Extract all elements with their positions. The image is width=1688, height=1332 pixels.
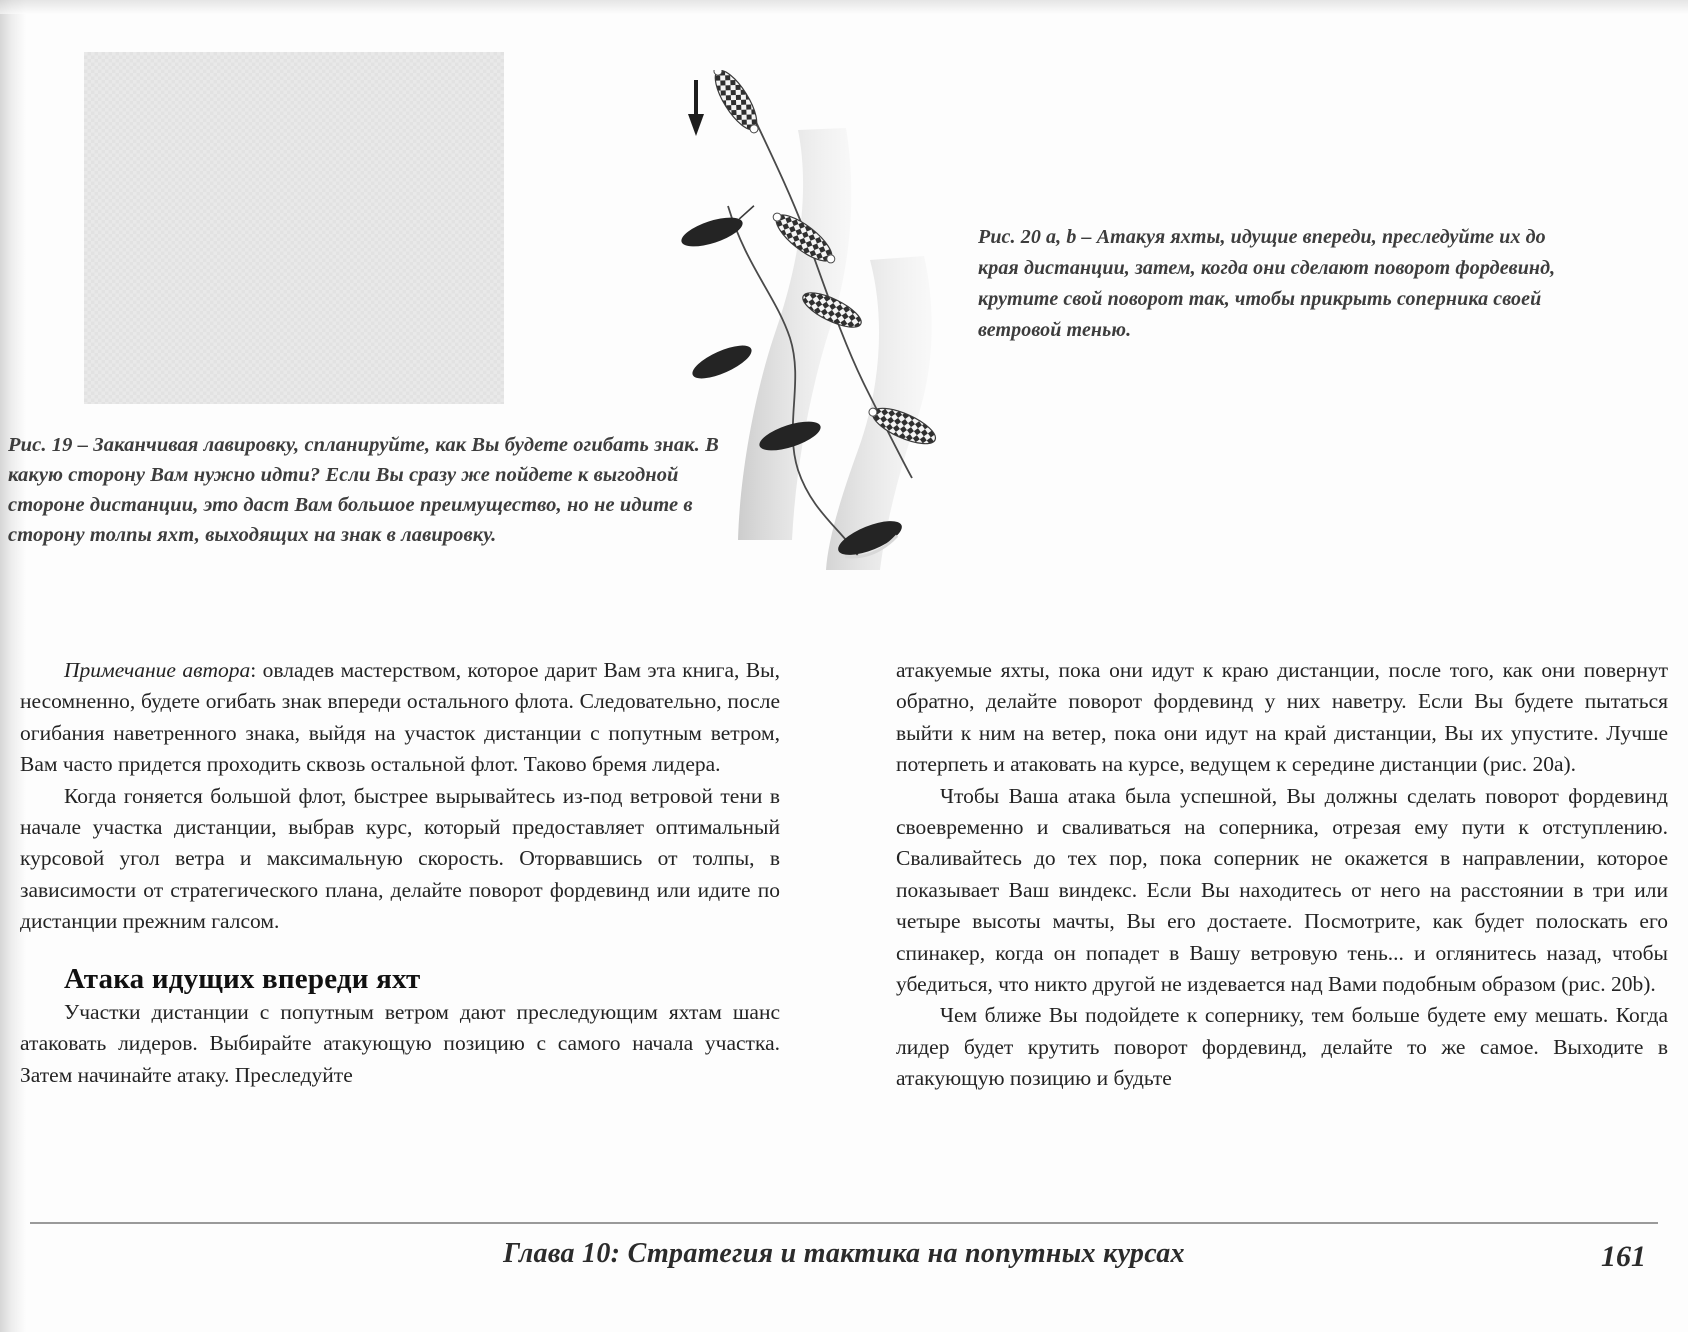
- footer-divider: [30, 1222, 1658, 1224]
- figure-20-artwork: [680, 70, 1020, 600]
- paragraph-continued-attacked-boats: атакуемые яхты, пока они идут к краю дистанции, после того, как они повернут обратно, делайте поворот фордевинд у них наветру. Если Вы будете пытаться выйти к ним на ветер, пока они идут на край дистанции, Вы их упустите. Лучше потерпеть и атаковать на курсе, ведущем к середине дистанции (рис. 20а).: [896, 658, 1668, 777]
- footer-page-number: 161: [1601, 1240, 1646, 1273]
- author-note-label: Примечание автора: [64, 658, 251, 682]
- figure-20-caption: Рис. 20 a, b – Атакуя яхты, идущие впереди, преследуйте их до края дистанции, затем, когда они сделают поворот фордевинд, крутите свой поворот так, чтобы прикрыть соперника своей ветровой тенью.: [978, 226, 1556, 341]
- body-column-left: [20, 655, 780, 1091]
- section-title-attack-boats-ahead: Атака идущих впереди яхт: [64, 962, 421, 995]
- figure-20-attacking-boats-ahead-diagram: [680, 70, 1010, 590]
- paragraph-closer-to-opponent: Чем ближе Вы подойдете к сопернику, тем больше будете ему мешать. Когда лидер будет крутить поворот фордевинд, делайте то же самое. Выходите в атакующую позицию и будьте: [896, 1003, 1668, 1091]
- body-column-right: [896, 655, 1668, 1095]
- wind-arrow-top: [688, 80, 704, 136]
- figure-19-background-plate: [84, 52, 504, 404]
- footer-chapter-title: Глава 10: Стратегия и тактика на попутных курсах: [503, 1238, 1185, 1269]
- wind-shadow-band-a: [738, 128, 851, 540]
- scan-edge-shadow-top: [0, 0, 1688, 14]
- figure-19-caption: Рис. 19 – Заканчивая лавировку, спланируйте, как Вы будете огибать знак. В какую сторону Вам нужно идти? Если Вы сразу же пойдете к выгодной стороне дистанции, это даст Вам большое преимущество, но не идите в сторону толпы яхт, выходящих на знак в лавировку.: [8, 434, 719, 546]
- paragraph-successful-attack: Чтобы Ваша атака была успешной, Вы должны сделать поворот фордевинд своевременно и сваливаться на соперника, отрезая ему пути к отступлению. Сваливайтесь до тех пор, пока соперник не окажется в направлении, которое показывает Ваш виндекс. Если Вы находитесь от него на расстоянии в три или четыре высоты мачты, Вы его достаете. Посмотрите, как будет полоскать его спинакер, когда он попадет в Вашу ветровую тень... и оглянитесь назад, чтобы убедиться, что никто другой не издевается над Вами подобным образом (рис. 20b).: [896, 783, 1668, 997]
- figure-19-mark-rounding-diagram: [84, 52, 504, 404]
- author-note-text: : овладев мастерством, которое дарит Вам эта книга, Вы, несомненно, будете огибать знак впереди остального флота. Следовательно, после огибания наветренного знака, выйдя на участок дистанции с попутным ветром, Вам часто придется проходить сквозь остальной флот. Таково бремя лидера.: [20, 658, 780, 777]
- paragraph-author-note: [20, 655, 780, 781]
- paragraph-downwind-legs: Участки дистанции с попутным ветром дают преследующим яхтам шанс атаковать лидеров. Выбирайте атакующую позицию с самого начала участка. Затем начинайте атаку. Преследуйте: [20, 1000, 780, 1087]
- paragraph-big-fleet: Когда гоняется большой флот, быстрее вырывайтесь из-под ветровой тени в начале участка дистанции, выбрав курс, который предоставляет оптимальный курсовой угол ветра и максимальную скорость. Оторвавшись от толпы, в зависимости от стратегического плана, делайте поворот фордевинд или идите по дистанции прежним галсом.: [20, 783, 780, 934]
- page-footer: [0, 1238, 1688, 1298]
